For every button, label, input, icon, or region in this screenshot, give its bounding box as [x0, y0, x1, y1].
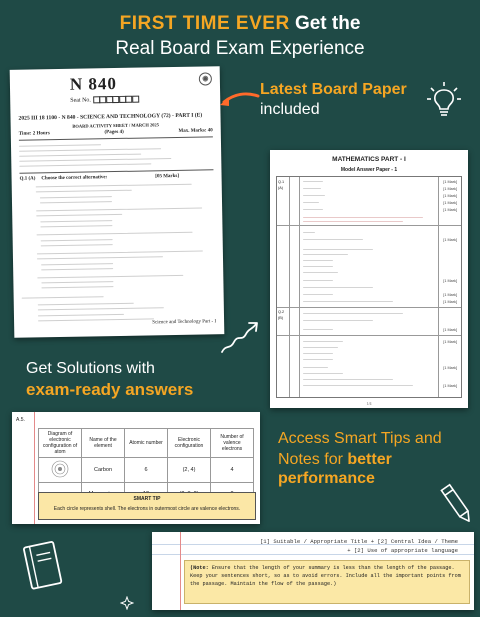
headline: [0, 12, 480, 62]
paper-title: 2025 III 18 1100 - N 840 - SCIENCE AND TECHNOLOGY (72) - PART I (E): [18, 112, 203, 122]
answer-number: A.5.: [16, 417, 25, 423]
headline-rest: Get the: [294, 13, 361, 34]
notes-card: [152, 532, 474, 610]
marking-scheme-line2: + [2] Use of appropriate language: [347, 547, 458, 554]
callout-smart-tips: Access Smart Tips and Notes for better performance: [278, 430, 442, 487]
paper-footer: Science and Technology Part - I: [152, 319, 217, 326]
paper-subtitle: BOARD ACTIVITY SHEET / MARCH 2025: [72, 122, 160, 129]
notebook-icon: [20, 538, 68, 596]
table-header: Diagram of electronic configuration of atom Name of the element Atomic number Electronic configuration Number of valence electrons: [39, 429, 254, 458]
model-answer-subtitle: Model Answer Paper - 1: [340, 167, 398, 173]
seat-number: Seat No.: [70, 96, 139, 104]
headline-accent: FIRST TIME EVER: [119, 13, 290, 34]
marking-scheme-line1: [1] Suitable / Appropriate Title + [2] Central Idea / Theme: [259, 538, 458, 545]
atom-diagram-icon: [51, 460, 69, 478]
page-number: 1/4: [366, 401, 372, 406]
callout-board-paper: Latest Board Paper included: [260, 81, 407, 118]
summary-note: (Note: Ensure that the length of your summary is less than the length of the passage. Keep your sentences short, so as to avoid errors. Include all the important points from the passage. Maintain the flow of the passage.): [184, 560, 470, 604]
solution-table-card: [12, 412, 260, 524]
paper-meta: Time: 2 Hours (Pages 4) Max. Marks: 40: [18, 128, 213, 137]
seat-boxes: [94, 96, 139, 104]
table-row: Carbon 6 (2, 4) 4: [39, 458, 254, 483]
smart-tip-box: [38, 492, 256, 520]
lightbulb-icon: [424, 80, 464, 120]
pencil-icon: [438, 480, 476, 528]
smart-tip-title: SMART TIP: [133, 496, 161, 502]
curved-arrow-icon: [218, 88, 260, 110]
paper-code: N 840: [69, 73, 118, 94]
callout-solutions: Get Solutions with exam-ready answers: [26, 360, 194, 399]
smart-tip-body: Each circle represents shell. The electrons in outermost circle are valence electrons.: [53, 506, 241, 512]
star-icon: [120, 596, 134, 610]
headline-line2: Real Board Exam Experience: [115, 38, 365, 59]
board-paper-card: [10, 66, 225, 338]
question-1: Q.1 (A) Choose the correct alternative: [05 Marks]: [19, 173, 180, 182]
model-answer-card: MATHEMATICS PART - I Model Answer Paper - 1 Q.1 (A) [1 Mark] [1 Mark] [1 Mark] [1 Mark] [1 Mark] [1 Mark] [1 Mark] [1 Mark] [1 Mark] Q.2 (B) [1 Mark] [1 Mark] [1 Mark] [1 Mark] 1/4: [270, 150, 468, 408]
model-answer-title: MATHEMATICS PART - I: [332, 156, 406, 163]
board-emblem-icon: ◉: [199, 72, 212, 85]
squiggle-arrow-icon: [218, 318, 262, 356]
